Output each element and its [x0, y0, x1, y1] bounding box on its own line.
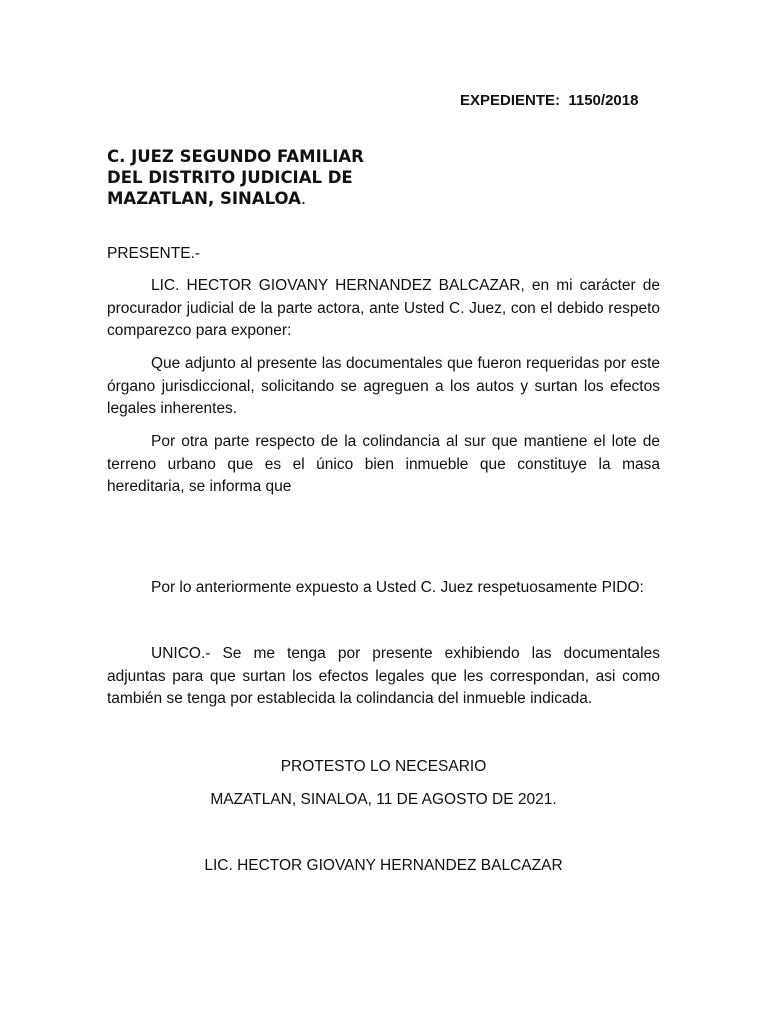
salutation: PRESENTE.-: [107, 245, 201, 262]
paragraph-documents: Que adjunto al presente las documentales que fueron requeridas por este órgano jurisdiccional, solicitando se agreguen a los autos y surtan los efectos legales inherentes.: [107, 355, 660, 417]
paragraph-intro: LIC. HECTOR GIOVANY HERNANDEZ BALCAZAR, en mi carácter de procurador judicial de la parte actora, ante Usted C. Juez, con el debido respeto comparezco para exponer:: [107, 277, 660, 339]
addressee-line-2: DEL DISTRITO JUDICIAL DE: [107, 168, 353, 187]
closing-formula: PROTESTO LO NECESARIO: [280, 758, 487, 775]
addressee-line-3-period: .: [300, 189, 307, 208]
place-and-date: MAZATLAN, SINALOA, 11 DE AGOSTO DE 2021.: [210, 791, 557, 808]
case-number: EXPEDIENTE: 1150/2018: [460, 92, 639, 109]
addressee-line-3: [107, 188, 447, 209]
addressee-block: [107, 146, 447, 209]
request-intro: Por lo anteriormente expuesto a Usted C. Juez respetuosamente PIDO:: [151, 579, 644, 596]
petition-paragraph: UNICO.- Se me tenga por presente exhibiendo las documentales adjuntas para que surtan los efectos legales que les correspondan, asi como también se tenga por establecida la colindancia del inmueble indicada.: [107, 645, 660, 707]
paragraph-boundary: Por otra parte respecto de la colindancia al sur que mantiene el lote de terreno urbano que es el único bien inmueble que constituye la masa hereditaria, se informa que: [107, 433, 660, 495]
addressee-line-1: C. JUEZ SEGUNDO FAMILIAR: [107, 147, 364, 166]
signature-name: LIC. HECTOR GIOVANY HERNANDEZ BALCAZAR: [204, 857, 563, 874]
addressee-line-3-text: MAZATLAN, SINALOA: [107, 189, 301, 208]
